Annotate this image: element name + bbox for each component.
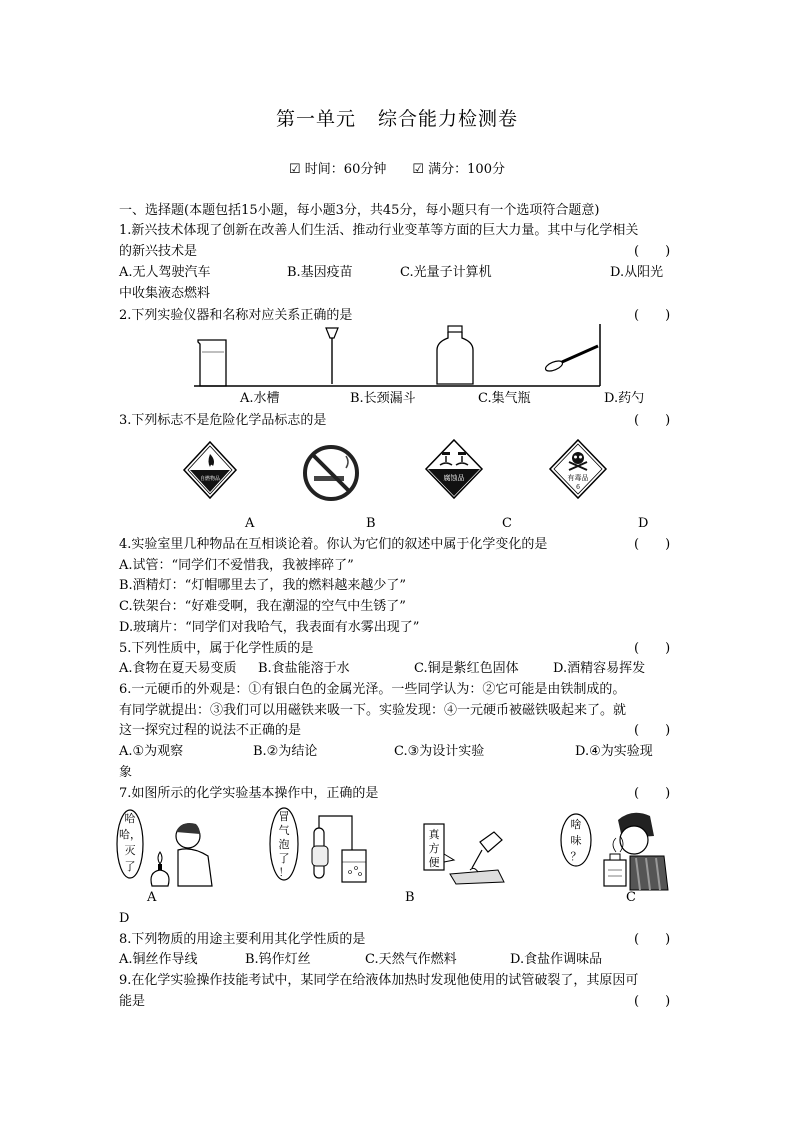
bubble-c-char-1: 真	[428, 828, 440, 841]
q3-answer-blank: ( )	[634, 413, 671, 428]
q1-answer-blank: ( )	[634, 244, 671, 259]
beaker-icon	[198, 340, 226, 386]
q3-option-a: A	[245, 516, 255, 531]
q2-option-d: D.药勺	[604, 391, 645, 406]
reagent-bottle-icon	[604, 836, 626, 886]
spontaneous-combustion-sign	[182, 440, 238, 500]
section-heading: 一、选择题(本题包括15小题，每小题3分，共45分，每小题只有一个选项符合题意)	[119, 203, 600, 218]
bubble-d-char-3: ？	[570, 850, 582, 863]
page-title	[0, 104, 794, 131]
q3-option-b: B	[366, 516, 376, 531]
gas-bottle-icon	[437, 326, 473, 384]
q4-stem: 4.实验室里几种物品在互相谈论着。你认为它们的叙述中属于化学变化的是	[119, 537, 548, 552]
q5-option-b: B.食盐能溶于水	[258, 661, 350, 676]
q8-answer-blank: ( )	[634, 932, 671, 947]
q2-option-a: A.水槽	[240, 391, 280, 406]
q8-option-d: D.食盐作调味品	[510, 952, 603, 967]
q6-option-d-cont: 象	[119, 765, 133, 780]
q6-option-a: A.①为观察	[119, 744, 184, 759]
bubble-b-char-3: 泡	[278, 838, 290, 851]
q5-option-d: D.酒精容易挥发	[553, 661, 646, 676]
q1-stem-line2: 的新兴技术是	[119, 244, 198, 259]
q1-option-b: B.基因疫苗	[287, 265, 353, 280]
bubble-b-char-4: 了	[278, 852, 290, 865]
exam-score: ☑ 满分：100分	[412, 162, 505, 177]
sign-d-number: 6	[576, 484, 580, 491]
bubble-c-char-3: 便	[428, 856, 440, 869]
exam-time: ☑ 时间：60分钟	[289, 162, 387, 177]
q2-stem: 2.下列实验仪器和名称对应关系正确的是	[119, 308, 353, 323]
bubble-b-char-5: ！	[278, 866, 290, 879]
q6-stem-line2: 有同学就提出：③我们可以用磁铁来吸一下。实验发现：④一元硬币被磁铁吸起来了。就	[119, 703, 627, 718]
bubble-a-char-3: 灭	[124, 844, 136, 857]
alcohol-lamp-icon	[151, 852, 169, 886]
q1-stem-line1: 1.新兴技术体现了创新在改善人们生活、推动行业变革等方面的巨大力量。其中与化学相关	[119, 223, 639, 238]
q5-stem: 5.下列性质中，属于化学性质的是	[119, 641, 314, 656]
bubble-b-char-2: 气	[278, 824, 290, 837]
q8-stem: 8.下列物质的用途主要利用其化学性质的是	[119, 932, 366, 947]
q6-answer-blank: ( )	[634, 723, 671, 738]
q9-stem-line2: 能是	[119, 994, 146, 1009]
q5-answer-blank: ( )	[634, 641, 671, 656]
q8-option-a: A.铜丝作导线	[119, 952, 198, 967]
q3-option-d: D	[638, 516, 649, 531]
q5-option-a: A.食物在夏天易变质	[119, 661, 237, 676]
q5-option-c: C.铜是紫红色固体	[414, 661, 519, 676]
q6-stem-line1: 6.一元硬币的外观是：①有银白色的金属光泽。一些同学认为：②它可能是由铁制成的。	[119, 682, 626, 697]
q7-figure-d	[560, 806, 672, 890]
funnel-icon	[326, 328, 338, 384]
q7-option-c: C	[626, 890, 636, 905]
q4-option-d: D.玻璃片：“同学们对我哈气，我表面有水雾出现了”	[119, 620, 420, 635]
q7-answer-blank: ( )	[634, 786, 671, 801]
q4-answer-blank: ( )	[634, 537, 671, 552]
no-smoking-sign	[302, 444, 360, 502]
student-icon	[176, 823, 212, 886]
q1-option-d-cont: 中收集液态燃料	[119, 286, 211, 301]
q6-option-c: C.③为设计实验	[394, 744, 485, 759]
q1-option-a: A.无人驾驶汽车	[119, 265, 211, 280]
bubble-a-char-2: 哈，	[119, 828, 141, 841]
title-unit: 第一单元	[275, 108, 356, 130]
q8-option-c: C.天然气作燃料	[365, 952, 457, 967]
q7-figure-b	[268, 806, 378, 890]
hand-pouring-icon	[450, 832, 504, 884]
bubble-a-char-4: 了	[124, 860, 136, 873]
sign-c-label: 腐蚀品	[443, 474, 465, 482]
q3-stem: 3.下列标志不是危险化学品标志的是	[119, 413, 327, 428]
q9-stem-line1: 9.在化学实验操作技能考试中，某同学在给液体加热时发现他使用的试管破裂了，其原因可	[119, 973, 639, 988]
q7-option-a: A	[147, 890, 157, 905]
q2-answer-blank: ( )	[634, 308, 671, 323]
title-name: 综合能力检测卷	[378, 108, 519, 130]
q7-option-b: B	[405, 890, 415, 905]
q4-option-c: C.铁架台：“好难受啊，我在潮湿的空气中生锈了”	[119, 599, 406, 614]
bubble-d-char-1: 啥	[570, 818, 582, 831]
q2-option-c: C.集气瓶	[478, 391, 531, 406]
sign-a-label: 自燃物品	[199, 476, 221, 482]
q7-option-d: D	[119, 911, 130, 926]
q8-option-b: B.钨作灯丝	[245, 952, 311, 967]
q4-option-b: B.酒精灯：“灯帽哪里去了，我的燃料越来越少了”	[119, 578, 406, 593]
corrosive-sign	[424, 438, 484, 500]
q1-option-c: C.光量子计算机	[400, 265, 492, 280]
beaker-water-icon	[342, 850, 366, 882]
q6-option-b: B.②为结论	[253, 744, 318, 759]
q6-option-d: D.④为实验现	[575, 744, 653, 759]
bubble-c-char-2: 方	[428, 842, 440, 855]
bubble-a-char-1: 哈	[124, 812, 136, 825]
q2-option-b: B.长颈漏斗	[350, 391, 416, 406]
q1-option-d: D.从阳光	[610, 265, 664, 280]
bubble-b-char-1: 冒	[278, 810, 290, 823]
q6-stem-line3: 这一探究过程的说法不正确的是	[119, 723, 302, 738]
sign-d-label: 有毒品	[567, 474, 589, 482]
q9-answer-blank: ( )	[634, 994, 671, 1009]
spoon-icon	[544, 346, 598, 373]
bubble-d-char-2: 味	[570, 834, 582, 847]
q3-option-c: C	[502, 516, 512, 531]
toxic-sign	[548, 438, 608, 500]
exam-info	[0, 158, 794, 177]
q7-stem: 7.如图所示的化学实验基本操作中，正确的是	[119, 786, 379, 801]
q2-apparatus-figure	[190, 322, 610, 394]
q7-figure-a	[116, 806, 226, 890]
q7-figure-c	[420, 814, 510, 886]
q4-option-a: A.试管：“同学们不爱惜我，我被摔碎了”	[119, 558, 354, 573]
